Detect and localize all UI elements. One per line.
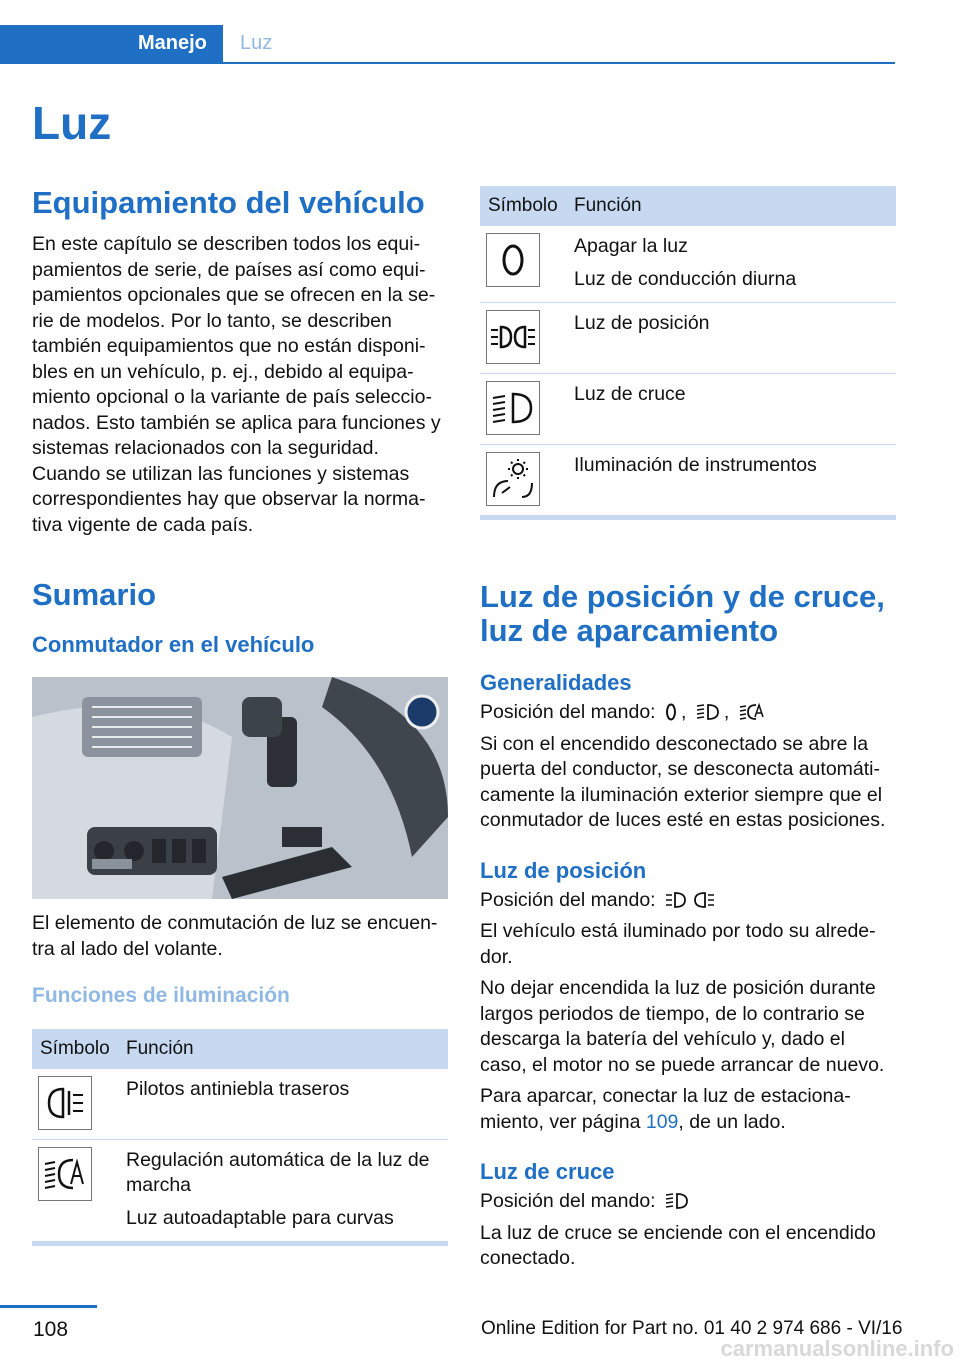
functions-table-right (480, 186, 896, 520)
footer-rule (0, 1305, 97, 1308)
table-row (32, 1140, 448, 1242)
zero-position-icon (665, 702, 677, 722)
function-line: Luz de cruce (574, 383, 686, 405)
table-row (480, 226, 896, 303)
subsection-label[interactable]: Luz (240, 32, 273, 54)
luz-cruce-mando-line (480, 1189, 896, 1215)
function-line: Iluminación de instrumentos (574, 454, 817, 476)
posicion-mando-label: Posición del mando: (480, 701, 656, 724)
auto-headlight-icon (38, 1147, 92, 1201)
rear-fog-light-icon (38, 1076, 92, 1130)
auto-headlight-icon (739, 702, 765, 722)
separator: , (723, 701, 730, 724)
watermark: carmanualsonline.info (720, 1336, 954, 1361)
table-row (480, 303, 896, 374)
equip-heading: Equipamiento del vehículo (32, 185, 425, 220)
luz-posicion-text-3b: , de un lado. (678, 1110, 786, 1133)
switch-photo (32, 677, 448, 899)
function-line: Luz autoadaptable para curvas (126, 1207, 394, 1229)
page-header (0, 25, 895, 64)
luz-cruce-mando-label: Posición del mando: (480, 1190, 656, 1213)
luz-cruce-heading: Luz de cruce (480, 1159, 615, 1185)
header-function: Función (118, 1029, 448, 1069)
header-symbol: Símbolo (480, 186, 566, 226)
funciones-heading: Funciones de iluminación (32, 984, 290, 1007)
table-end-bar (32, 1242, 448, 1246)
luz-posicion-heading: Luz de posición (480, 857, 647, 883)
luz-posicion-mando-label: Posición del mando: (480, 888, 656, 911)
function-line: Regulación automática de la luz de marcha (126, 1149, 430, 1196)
section-tab[interactable]: Manejo (0, 25, 223, 62)
luz-posicion-text-1: El vehículo está iluminado por todo su alrede-dor. (480, 920, 876, 968)
page-number: 108 (33, 1318, 69, 1341)
equip-text: En este capítulo se describen todos los equi-pamientos de serie, de países así como equi-pamientos opcionales que se ofrecen en la se-rie de modelos. Por lo tanto, se describen también equipamientos que no están disponi-bles en un vehículo, p. ej., debido al equipa-miento opcional o la variante de país seleccio-nados. Esto también se aplica para funciones y sistemas relacionados con la seguridad. Cuando se utilizan las funciones y sistemas correspondientes hay que observar la norma-tiva vigente de cada país. (32, 233, 441, 536)
dashboard-illustration (32, 677, 448, 899)
edition-label: Online Edition for Part no. 01 40 2 974 686 - VI/16 (481, 1318, 903, 1339)
posicion-cruce-heading: Luz de posición y de cruce, luz de aparcamiento (480, 579, 885, 649)
functions-table-left (32, 1029, 448, 1246)
luz-posicion-text-2: No dejar encendida la luz de posición durante largos periodos de tiempo, de lo contrario se descarga la batería del vehículo y, dado el caso, el motor no se puede arrancar de nuevo. (480, 977, 885, 1076)
posicion-mando-line (480, 700, 896, 726)
function-line: Luz de conducción diurna (574, 268, 797, 290)
instrument-lighting-icon (486, 452, 540, 506)
generalidades-text: Si con el encendido desconectado se abre la puerta del conductor, se desconecta automáti-camente la iluminación exterior siempre que el conmutador de luces esté en estas posiciones. (480, 732, 886, 832)
page-109-link[interactable]: 109 (645, 1110, 679, 1133)
lighting-functions-table (32, 1029, 448, 1242)
function-line: Luz de posición (574, 312, 710, 334)
page-title: Luz (32, 97, 112, 149)
table-header-row (480, 186, 896, 226)
header-function: Función (566, 186, 896, 226)
photo-caption: El elemento de conmutación de luz se encuen-tra al lado del volante. (32, 912, 438, 960)
generalidades-heading: Generalidades (480, 670, 632, 696)
low-beam-icon (665, 1191, 689, 1211)
sumario-heading: Sumario (32, 577, 157, 612)
switch-positions-table (480, 186, 896, 516)
luz-cruce-text: La luz de cruce se enciende con el encendido conectado. (480, 1221, 876, 1270)
sumario-block (32, 578, 448, 658)
separator: , (681, 701, 687, 724)
luz-posicion-mando-line (480, 888, 896, 914)
switch-photo-block (32, 677, 448, 1008)
posicion-cruce-block (480, 580, 896, 1272)
luz-posicion-text-3 (480, 1084, 896, 1135)
table-row (480, 445, 896, 516)
table-row (32, 1069, 448, 1140)
luz-posicion-text-3a: Para aparcar, conectar la luz de estaciona-miento, ver página (480, 1085, 851, 1133)
parking-light-icon (665, 890, 715, 910)
function-line: Pilotos antiniebla traseros (126, 1078, 350, 1100)
function-line: Apagar la luz (574, 235, 688, 257)
table-end-bar (480, 516, 896, 520)
conmutador-heading: Conmutador en el vehículo (32, 632, 315, 658)
table-row (480, 374, 896, 445)
low-beam-icon (486, 381, 540, 435)
zero-position-icon (486, 233, 540, 287)
table-header-row (32, 1029, 448, 1069)
low-beam-icon (696, 702, 720, 722)
parking-light-icon (486, 310, 540, 364)
header-symbol: Símbolo (32, 1029, 118, 1069)
column-left (32, 186, 448, 538)
